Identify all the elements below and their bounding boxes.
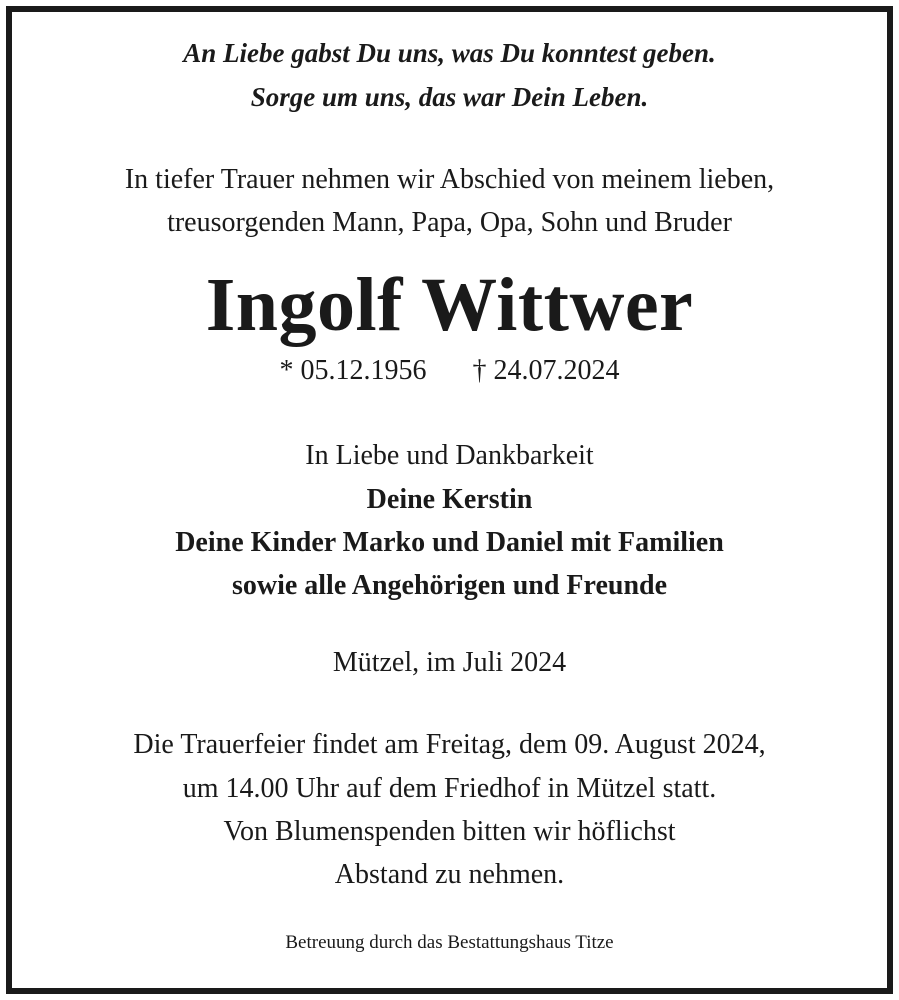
service-line-3: Von Blumenspenden bitten wir höflichst (223, 816, 676, 847)
obituary-frame (6, 6, 893, 994)
motto-line-1: An Liebe gabst Du uns, was Du konntest geben. (183, 38, 716, 68)
funeral-home-note: Betreuung durch das Bestattungshaus Titze (285, 932, 614, 953)
life-dates (12, 355, 887, 387)
mourner-line-2: Deine Kinder Marko und Daniel mit Familien (175, 527, 724, 558)
motto-line-2: Sorge um uns, das war Dein Leben. (250, 82, 649, 112)
service-line-1: Die Trauerfeier findet am Freitag, dem 09. August 2024, (133, 729, 766, 760)
death-date: † 24.07.2024 (472, 355, 620, 386)
place-date: Mützel, im Juli 2024 (332, 647, 567, 678)
birth-date: * 05.12.1956 (279, 355, 427, 386)
intro-line-1: In tiefer Trauer nehmen wir Abschied von meinem lieben, (124, 164, 775, 195)
mourners-intro: In Liebe und Dankbarkeit (305, 440, 594, 471)
mourner-line-1: Deine Kerstin (366, 484, 533, 515)
deceased-name: Ingolf Wittwer (205, 263, 694, 347)
service-line-2: um 14.00 Uhr auf dem Friedhof in Mützel statt. (182, 773, 717, 804)
service-line-4: Abstand zu nehmen. (334, 859, 565, 890)
mourner-line-3: sowie alle Angehörigen und Freunde (231, 570, 668, 601)
intro-line-2: treusorgenden Mann, Papa, Opa, Sohn und Bruder (167, 207, 732, 238)
